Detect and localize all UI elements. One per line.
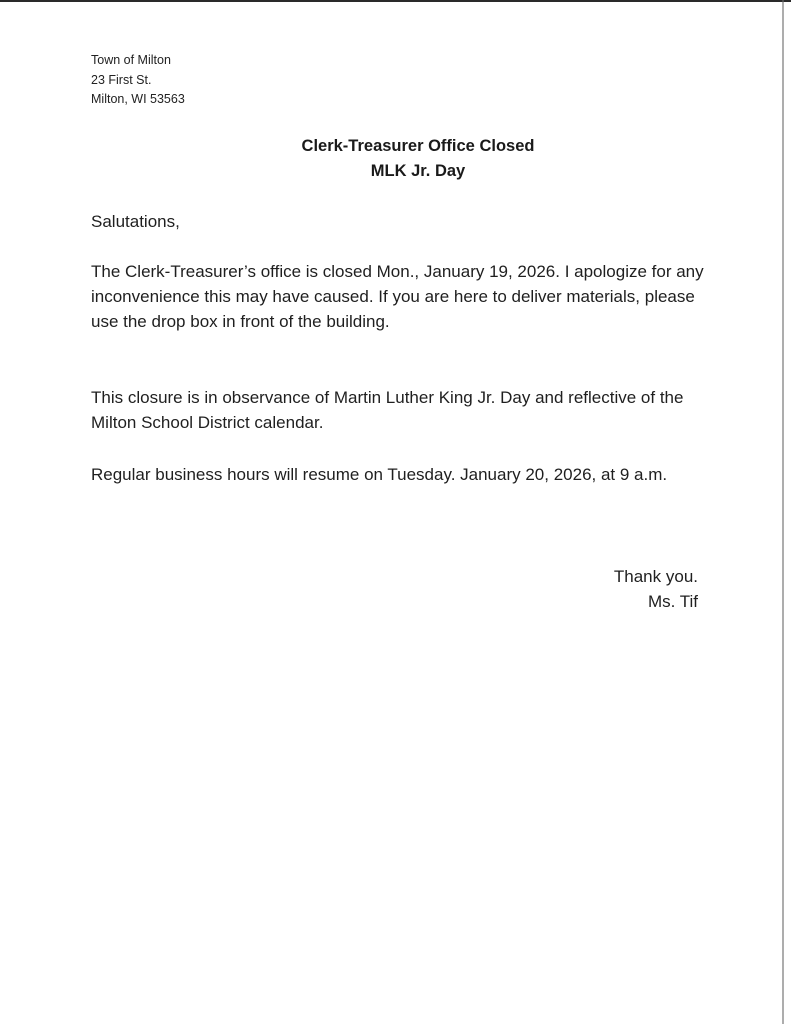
sender-name: Town of Milton xyxy=(91,53,171,67)
salutation: Salutations, xyxy=(91,212,180,231)
sign-off: Thank you. xyxy=(613,567,698,586)
return-address xyxy=(91,51,185,110)
notice-subtitle: MLK Jr. Day xyxy=(370,161,466,180)
sender-city-state-zip: Milton, WI 53563 xyxy=(91,92,185,106)
notice-title: Clerk-Treasurer Office Closed xyxy=(301,137,535,155)
closing-block xyxy=(400,564,698,614)
notice-heading xyxy=(0,134,791,183)
sender-street: 23 First St. xyxy=(91,72,152,87)
signer-name: Ms. Tif xyxy=(647,592,698,611)
paragraph-observance: This closure is in observance of Martin Luther King Jr. Day and reflective of the Milton School District calendar. xyxy=(91,388,684,432)
paragraph-resume-hours: Regular business hours will resume on Tuesday. January 20, 2026, at 9 a.m. xyxy=(91,465,668,484)
paragraph-closure-notice: The Clerk-Treasurer’s office is closed Mon., January 19, 2026. I apologize for any inconvenience this may have caused. If you are here to deliver materials, please use the drop box in front of the building. xyxy=(91,262,704,331)
